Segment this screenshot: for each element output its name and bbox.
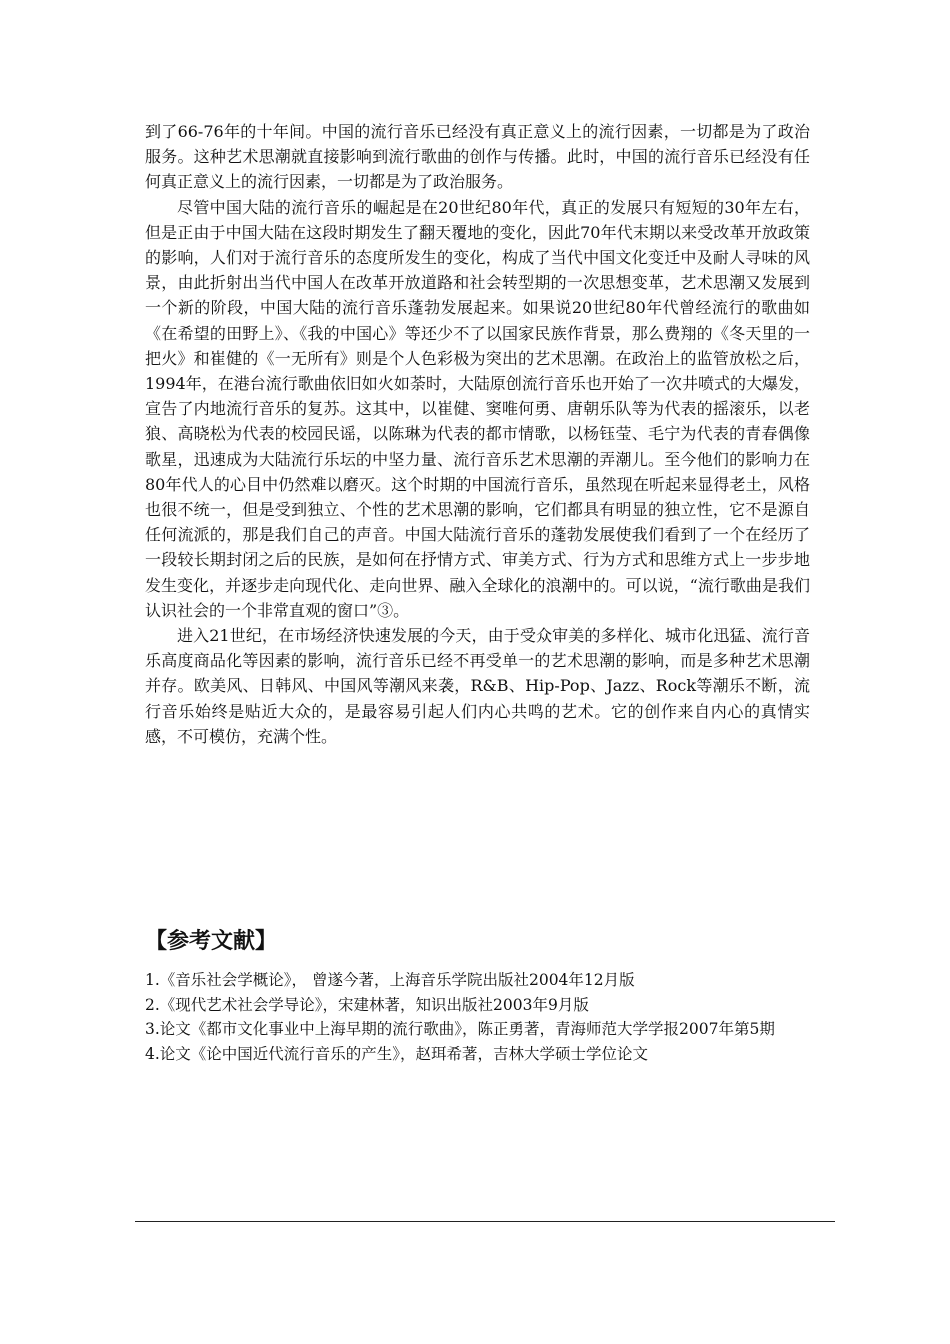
paragraph-3: 进入21世纪，在市场经济快速发展的今天，由于受众审美的多样化、城市化迅猛、流行音乐高度商品化等因素的影响，流行音乐已经不再受单一的艺术思潮的影响，而是多种艺术思潮并存。欧美风、日韩风、中国风等潮风来袭，R&B、Hip-Pop、Jazz、Rock等潮乐不断，流行音乐始终是贴近大众的，是最容易引起人们内心共鸣的艺术。它的创作来自内心的真情实感，不可模仿，充满个性。 xyxy=(145,626,810,746)
paragraph-1: 到了66-76年的十年间。中国的流行音乐已经没有真正意义上的流行因素，一切都是为了政治服务。这种艺术思潮就直接影响到流行歌曲的创作与传播。此时，中国的流行音乐已经没有任何真正意义上的流行因素，一切都是为了政治服务。 xyxy=(145,122,810,192)
footer-divider xyxy=(135,1221,835,1222)
body-text xyxy=(145,119,810,749)
reference-item-4: 4.论文《论中国近代流行音乐的产生》，赵珥希著，吉林大学硕士学位论文 xyxy=(145,1044,649,1063)
reference-item-3: 3.论文《都市文化事业中上海早期的流行歌曲》，陈正勇著，青海师范大学学报2007年第5期 xyxy=(145,1020,775,1038)
paragraph-2: 尽管中国大陆的流行音乐的崛起是在20世纪80年代，真正的发展只有短短的30年左右，但是正由于中国大陆在这段时期发生了翻天覆地的变化，因此70年代末期以来受改革开放政策的影响，人们对于流行音乐的态度所发生的变化，构成了当代中国文化变迁中及耐人寻味的风景，由此折射出当代中国人在改革开放道路和社会转型期的一次思想变革，艺术思潮又发展到一个新的阶段，中国大陆的流行音乐蓬勃发展起来。如果说20世纪80年代曾经流行的歌曲如《在希望的田野上》、《我的中国心》等还少不了以国家民族作背景，那么费翔的《冬天里的一把火》和崔健的《一无所有》则是个人色彩极为突出的艺术思潮。在政治上的监管放松之后，1994年，在港台流行歌曲依旧如火如荼时，大陆原创流行音乐也开始了一次井喷式的大爆发，宣告了内地流行音乐的复苏。这其中，以崔健、窦唯何勇、唐朝乐队等为代表的摇滚乐，以老狼、高晓松为代表的校园民谣，以陈琳为代表的都市情歌，以杨钰莹、毛宁为代表的青春偶像歌星，迅速成为大陆流行乐坛的中坚力量、流行音乐艺术思潮的弄潮儿。至今他们的影响力在80年代人的心目中仍然难以磨灭。这个时期的中国流行音乐，虽然现在听起来显得老土，风格也很不统一，但是受到独立、个性的艺术思潮的影响，它们都具有明显的独立性，它不是源自任何流派的，那是我们自己的声音。中国大陆流行音乐的蓬勃发展使我们看到了一个在经历了一段较长期封闭之后的民族，是如何在抒情方式、审美方式、行为方式和思维方式上一步步地发生变化，并逐步走向现代化、走向世界、融入全球化的浪潮中的。可以说，“流行歌曲是我们认识社会的一个非常直观的窗口”③。 xyxy=(145,197,810,620)
references-list xyxy=(145,968,810,1066)
references-heading: 【参考文献】 xyxy=(145,928,278,954)
reference-item-1: 1.《音乐社会学概论》， 曾遂今著，上海音乐学院出版社2004年12月版 xyxy=(145,971,635,989)
reference-item-2: 2.《现代艺术社会学导论》，宋建林著，知识出版社2003年9月版 xyxy=(145,995,589,1014)
